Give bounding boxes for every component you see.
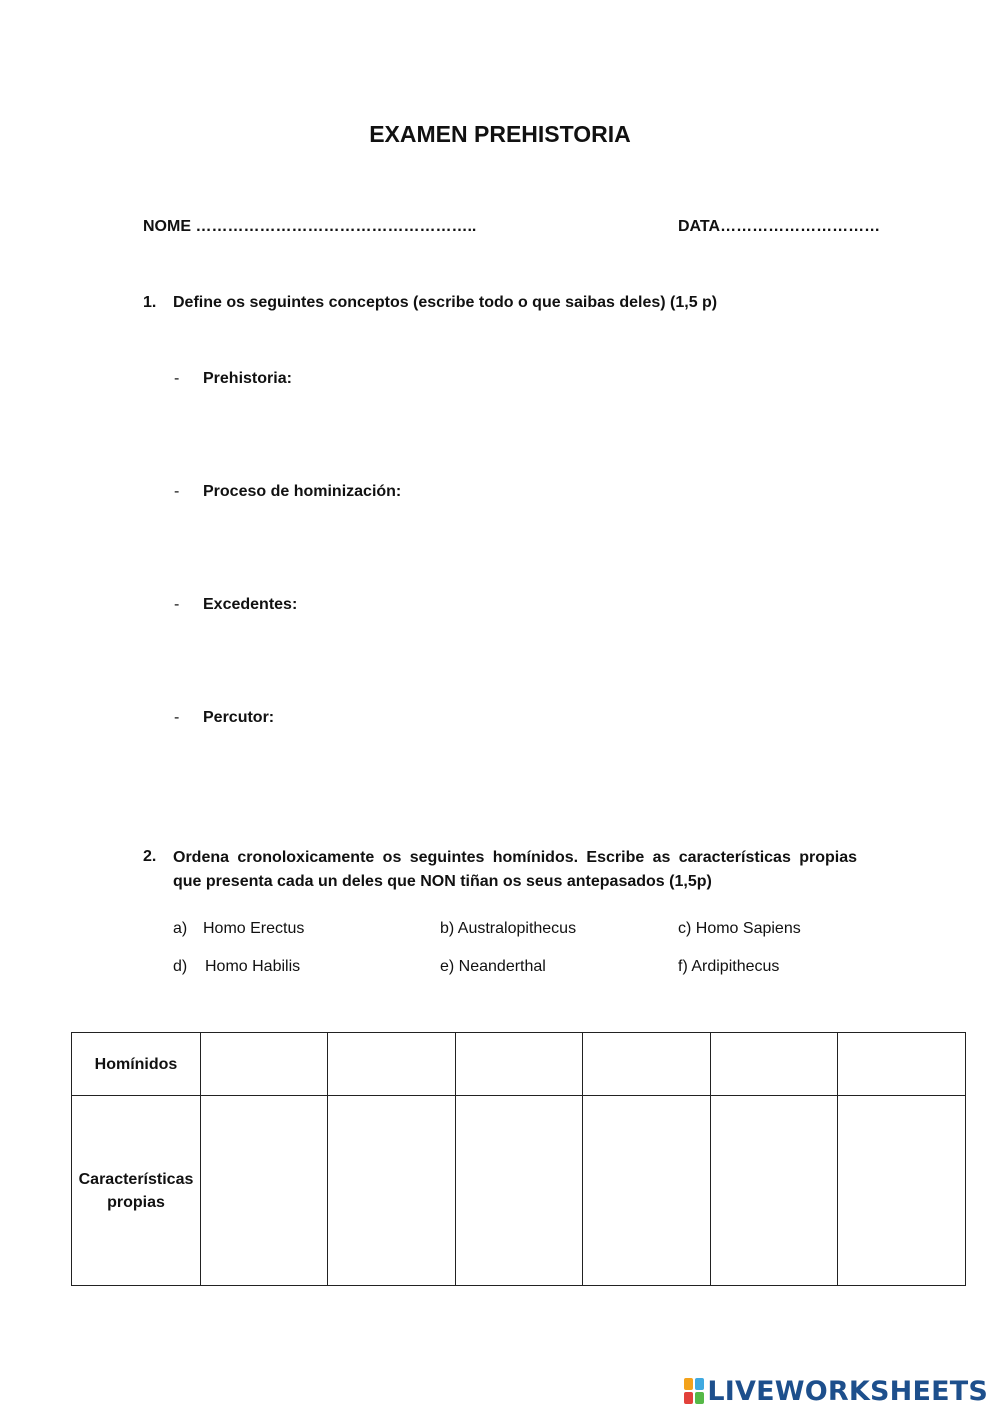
table-header-hominidos: Homínidos bbox=[72, 1033, 201, 1096]
date-field: DATA………………………… bbox=[678, 218, 881, 235]
question-2-number: 2. bbox=[143, 848, 157, 865]
page-title: EXAMEN PREHISTORIA bbox=[369, 121, 631, 147]
logo-square bbox=[684, 1392, 693, 1404]
option-neanderthal: e) Neanderthal bbox=[440, 958, 546, 975]
term-excedentes: Excedentes: bbox=[203, 596, 298, 613]
header-line: propias bbox=[107, 1193, 165, 1211]
term-dash: - bbox=[174, 596, 180, 613]
term-prehistoria: Prehistoria: bbox=[203, 370, 292, 387]
option-australopithecus: b) Australopithecus bbox=[440, 920, 577, 937]
term-percutor: Percutor: bbox=[203, 709, 275, 726]
term-dash: - bbox=[174, 709, 180, 726]
logo-square bbox=[695, 1378, 704, 1390]
table-row bbox=[72, 1096, 966, 1286]
question-2-text: Ordena cronoloxicamente os seguintes homínidos. Escribe as características propias que presenta cada un deles que NON tiñan os seus antepasados (1,5p) bbox=[173, 849, 857, 890]
table-cell[interactable] bbox=[456, 1033, 583, 1096]
liveworksheets-logo bbox=[684, 1374, 988, 1408]
table-cell[interactable] bbox=[711, 1096, 838, 1286]
term-dash: - bbox=[174, 483, 180, 500]
table-cell[interactable] bbox=[456, 1096, 583, 1286]
logo-square bbox=[695, 1392, 704, 1404]
question-1-text: Define os seguintes conceptos (escribe todo o que saibas deles) (1,5 p) bbox=[173, 294, 718, 311]
table-cell[interactable] bbox=[328, 1033, 456, 1096]
logo-mark-icon bbox=[684, 1378, 704, 1404]
table-cell[interactable] bbox=[201, 1033, 328, 1096]
option-homo-habilis: Homo Habilis bbox=[205, 958, 301, 975]
term-dash: - bbox=[174, 370, 180, 387]
option-ardipithecus: f) Ardipithecus bbox=[678, 958, 780, 975]
option-homo-sapiens: c) Homo Sapiens bbox=[678, 920, 801, 937]
table-cell[interactable] bbox=[838, 1096, 966, 1286]
question-1-number: 1. bbox=[143, 294, 157, 311]
table-cell[interactable] bbox=[583, 1033, 711, 1096]
option-homo-erectus: Homo Erectus bbox=[203, 920, 305, 937]
header-line: Características bbox=[78, 1170, 194, 1188]
table-row bbox=[72, 1033, 966, 1096]
table-header-caracteristicas bbox=[72, 1096, 201, 1286]
term-hominizacion: Proceso de hominización: bbox=[203, 483, 402, 500]
option-letter: a) bbox=[173, 920, 188, 937]
option-letter: d) bbox=[173, 958, 188, 975]
logo-square bbox=[684, 1378, 693, 1390]
answer-table bbox=[71, 1032, 966, 1286]
table-cell[interactable] bbox=[711, 1033, 838, 1096]
logo-text: LIVEWORKSHEETS bbox=[707, 1375, 988, 1407]
table-cell[interactable] bbox=[583, 1096, 711, 1286]
table-cell[interactable] bbox=[201, 1096, 328, 1286]
name-field: NOME …………………………………………….. bbox=[143, 218, 477, 235]
table-cell[interactable] bbox=[328, 1096, 456, 1286]
table-cell[interactable] bbox=[838, 1033, 966, 1096]
